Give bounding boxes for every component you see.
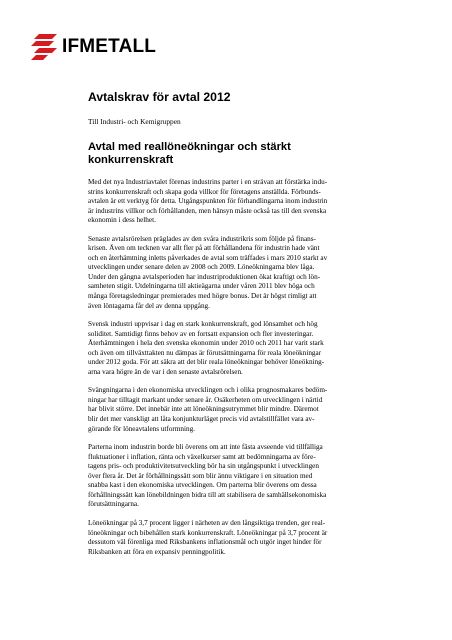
document-recipient: Till Industri- och Kemigruppen [88,117,181,126]
logo-stripes [31,34,57,60]
ifmetall-logo-icon [30,32,58,60]
paragraph: Svensk industri uppvisar i dag en stark konkurrenskraft, god lönsamhet och hög soliditet. Samtidigt finns behov av en fortsatt expansion och fler investeringar. Återhämtningen i hela den svenska ekonomin under 2010 och 2011 har varit stark och även om tillväxttakten nu dämpas är förutsättningarna för reala löneökningar under 2012 goda. För att säkra att det blir reala löneökningar behöver löneökning- arna vara högre än de var i den senaste avtalsrörelsen. [88,320,325,376]
paragraph: Svängningarna i den ekonomiska utvecklingen och i olika prognosmakares bedöm- ningar har tilltagit markant under senare år. Osäkerheten om utvecklingen i närtid har blivit större. Det innebär inte att löneökningsutrymmet blir mindre. Däremot blir det mer vanskligt att låta konjunkturläget precis vid avtalstillfället vara av- görande för löneavtalens utformning. [88,386,328,433]
paragraph: Parterna inom industrin borde bli överens om att inte fästa avseende vid tillfälliga fluktuationer i inflation, ränta och växelkurser samt att bedömningarna av före- tagens pris- och produktivitetsutveckling bör ha sin utgångspunkt i utvecklingen över flera år. Det är förhållningssätt som blir ännu viktigare i en situation med snabba kast i den ekonomiska utvecklingen. Om parterna blir överens om dessa förhållningssätt kan lönebildningen bidra till att stabilisera de samhällsekonomiska förutsättningarna. [88,443,327,509]
document-title: Avtalskrav för avtal 2012 [88,90,231,104]
section-heading: Avtal med reallöneökningar och stärkt konkurrenskraft [88,141,291,166]
logo-wordmark: IFMETALL [62,35,157,57]
paragraph: Med det nya Industriavtalet förenas industrins parter i en strävan att förstärka indu- strins konkurrenskraft och skapa goda villkor för företagens anställda. Förbunds- avtalen är ett verktyg för detta. Utgångspunkten för förhandlingarna inom industrin är industrins villkor och förhållanden, men hänsyn måste också tas till den svenska ekonomin i dess helhet. [88,178,328,225]
paragraph: Senaste avtalsrörelsen präglades av den svåra industrikris som följde på finans- krisen. Även om tecknen var allt fler på att förhållandena för industrin hade vänt och en återhämtning inletts påverkades de avtal som träffades i mars 2010 starkt av utvecklingen under senare delen av 2008 och 2009. Löneökningarna blev låga. Under den gångna avtalsperioden har industriproduktionen ökat kraftigt och lön- samheten stigit. Utdelningarna till aktieägarna under våren 2011 blev höga och många företagsledningar premierades med högre bonus. Det är högst rimligt att även löntagarna får del av denna uppgång. [88,234,328,310]
paragraph: Löneökningar på 3,7 procent ligger i närheten av den långsiktiga trenden, ger real- löneökningar och bibehållen stark konkurrenskraft. Löneökningar på 3,7 procent är dessutom väl förenliga med Riksbankens inflationsmål och utgör inget hinder för Riksbanken att föra en expansiv penningpolitik. [88,518,328,556]
ifmetall-logo [30,32,156,60]
document-body [88,90,378,566]
